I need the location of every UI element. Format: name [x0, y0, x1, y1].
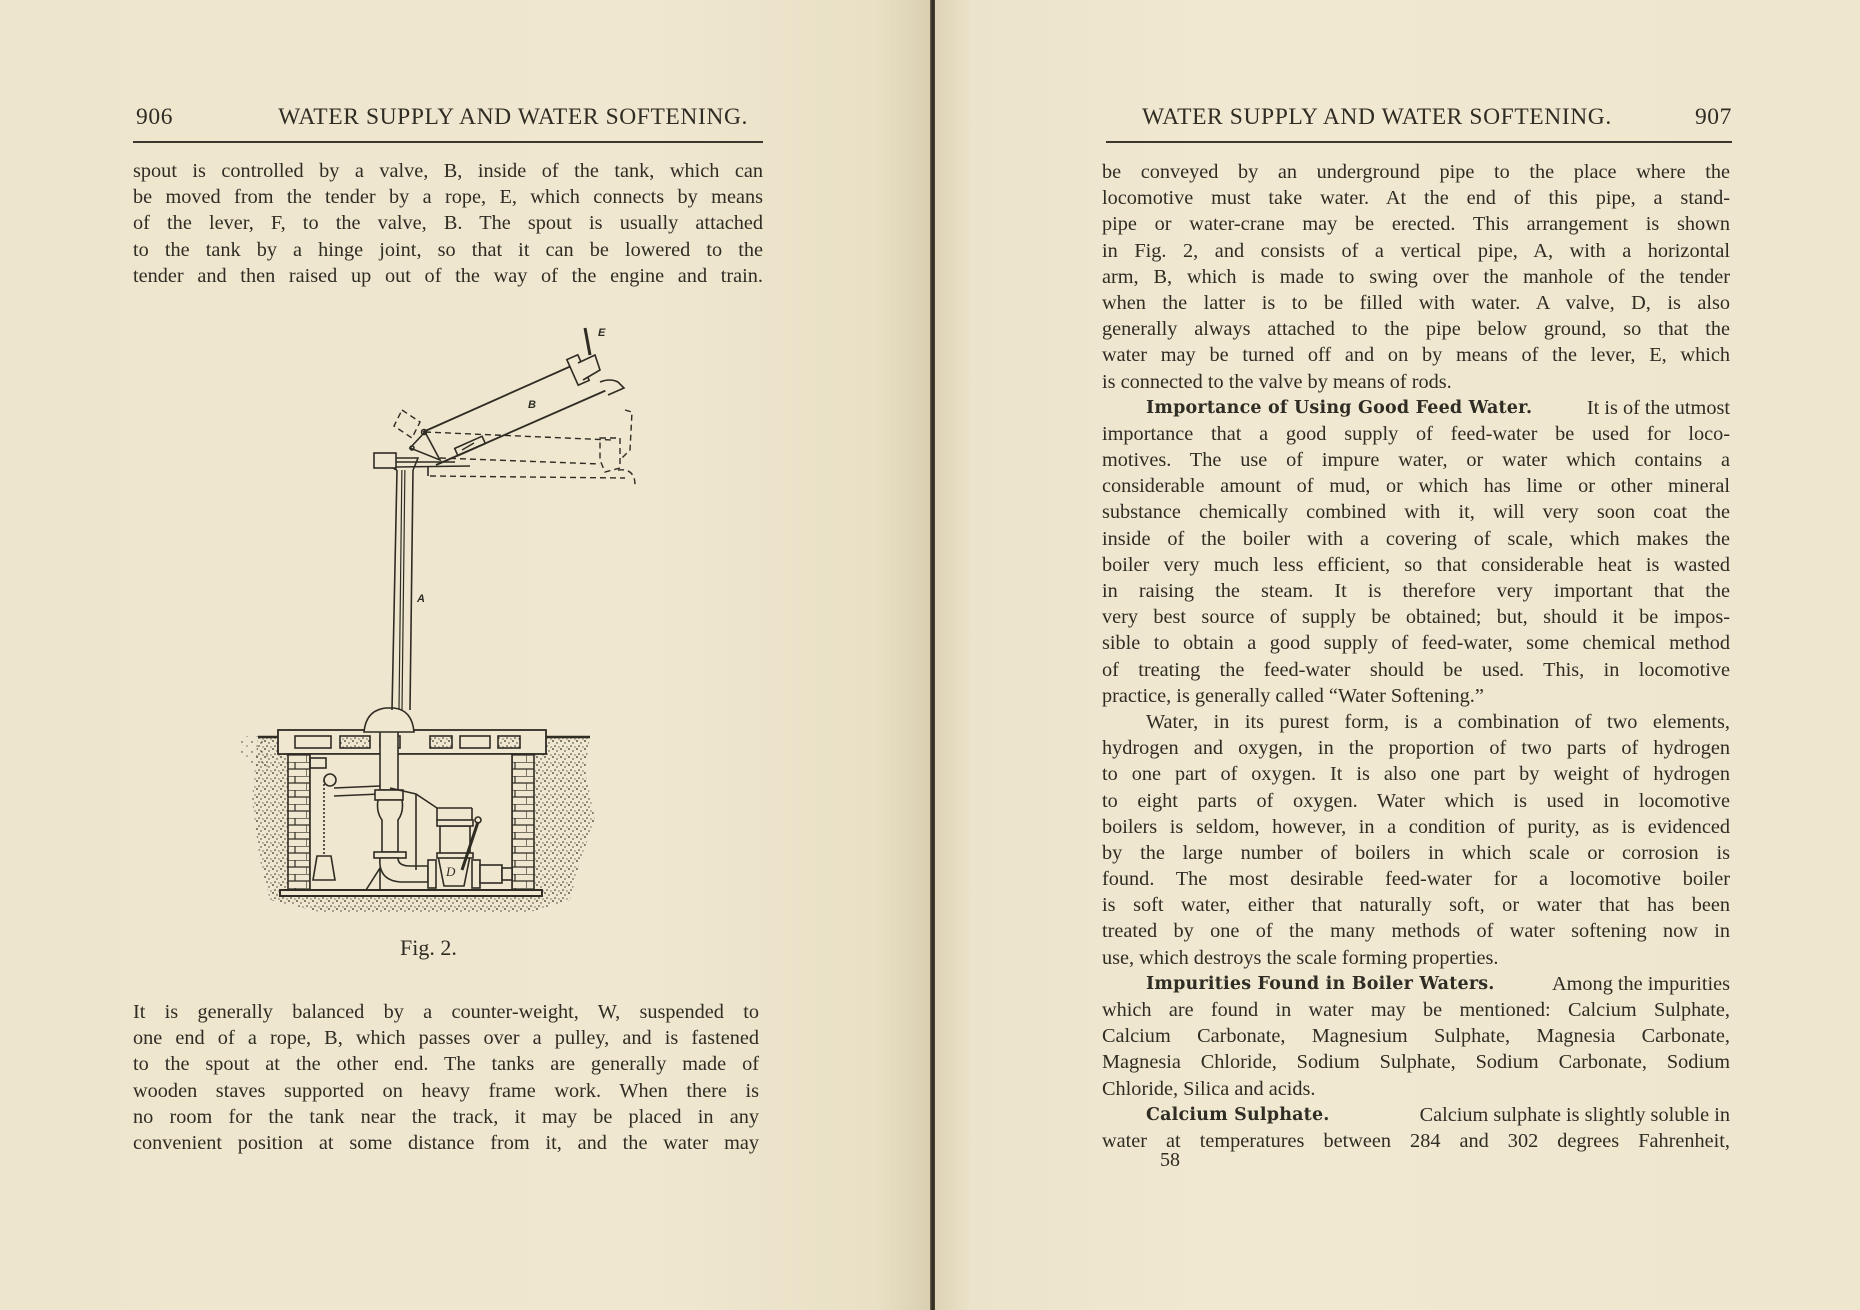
text-line: pipe or water-crane may be erected. This arrangement is shown: [1102, 213, 1730, 236]
text-line: when the latter is to be filled with water. A valve, D, is also: [1102, 291, 1730, 314]
text-line: in raising the steam. It is therefore very important that the: [1102, 580, 1730, 602]
text-line: to one part of oxygen. It is also one part by weight of hydrogen: [1102, 763, 1730, 786]
text-line: spout is controlled by a valve, B, inside of the tank, which can: [133, 160, 763, 182]
text-line: hydrogen and oxygen, in the proportion of two parts of hydrogen: [1102, 737, 1730, 760]
section-heading: Importance of Using Good Feed Water.: [1146, 397, 1533, 418]
text-line: use, which destroys the scale forming properties.: [1102, 946, 1499, 969]
text-line: inside of the boiler with a covering of scale, which makes the: [1102, 527, 1730, 550]
text-line: boilers is seldom, however, in a condition of purity, as is evidenced: [1102, 815, 1730, 838]
text-line: to eight parts of oxygen. Water which is used in locomotive: [1102, 789, 1730, 812]
right-head-rule: [1106, 141, 1732, 143]
water-crane-figure: [240, 300, 640, 920]
left-running-head: [136, 104, 762, 134]
section-heading-line: [1102, 971, 1730, 997]
right-running-head: [1106, 104, 1732, 134]
section-heading: Calcium Sulphate.: [1146, 1104, 1330, 1125]
label-e: E: [598, 327, 606, 339]
text-line: water at temperatures between 284 and 302 degrees Fahrenheit,: [1102, 1129, 1730, 1152]
text-line: locomotive must take water. At the end of this pipe, a stand-: [1102, 187, 1730, 210]
right-running-title: WATER SUPPLY AND WATER SOFTENING.: [1142, 104, 1612, 130]
text-line: sible to obtain a good supply of feed-water, some chemical method: [1102, 632, 1730, 655]
text-line: Magnesia Chloride, Sodium Sulphate, Sodium Carbonate, Sodium: [1102, 1051, 1730, 1074]
left-page-number: 906: [136, 104, 174, 130]
text-line: Chloride, Silica and acids.: [1102, 1077, 1316, 1100]
text-line: treated by one of the many methods of water softening now in: [1102, 920, 1730, 943]
text-line: by the large number of boilers in which scale or corrosion is: [1102, 841, 1730, 864]
section-heading-line: [1102, 1102, 1730, 1128]
signature-mark: 58: [1160, 1149, 1180, 1171]
text-line: no room for the tank near the track, it may be placed in any: [133, 1105, 759, 1128]
text-line: It is generally balanced by a counter-weight, W, suspended to: [133, 1001, 759, 1023]
left-paragraph-bottom: [133, 999, 759, 1156]
right-body-text: [1102, 159, 1730, 1154]
right-page-number: 907: [1694, 104, 1732, 130]
left-head-rule: [133, 141, 763, 143]
text-line: motives. The use of impure water, or water which contains a: [1102, 449, 1730, 472]
section-heading: Impurities Found in Boiler Waters.: [1146, 973, 1495, 994]
text-line: is connected to the valve by means of rods.: [1102, 370, 1452, 393]
text-line: Calcium Carbonate, Magnesium Sulphate, Magnesia Carbonate,: [1102, 1025, 1730, 1048]
label-b: B: [528, 399, 536, 411]
section-heading-line: [1102, 395, 1730, 421]
text-line: wooden staves supported on heavy frame work. When there is: [133, 1079, 759, 1102]
text-line: convenient position at some distance from it, and the water may: [133, 1131, 759, 1154]
text-line: considerable amount of mud, or which has lime or other mineral: [1102, 475, 1730, 498]
text-line: in Fig. 2, and consists of a vertical pipe, A, with a horizontal: [1102, 239, 1730, 262]
label-d: D: [446, 864, 456, 879]
text-line: of treating the feed-water should be used. This, in locomotive: [1102, 658, 1730, 681]
text-line: boiler very much less efficient, so that considerable heat is wasted: [1102, 553, 1730, 576]
figure-caption: Fig. 2.: [400, 935, 457, 960]
text-run: It is of the utmost: [1576, 396, 1730, 419]
text-line: tender and then raised up out of the way of the engine and train.: [133, 264, 763, 287]
text-run: Among the impurities: [1542, 972, 1730, 995]
text-line: water may be turned off and on by means of the lever, E, which: [1102, 344, 1730, 367]
text-line: generally always attached to the pipe below ground, so that the: [1102, 318, 1730, 341]
text-line: to the tank by a hinge joint, so that it can be lowered to the: [133, 238, 763, 261]
left-running-title: WATER SUPPLY AND WATER SOFTENING.: [278, 104, 748, 130]
text-line: to the spout at the other end. The tanks are generally made of: [133, 1053, 759, 1076]
text-line: of the lever, F, to the valve, B. The spout is usually attached: [133, 212, 763, 235]
text-line: very best source of supply be obtained; but, should it be impos-: [1102, 606, 1730, 629]
text-line: Water, in its purest form, is a combination of two elements,: [1146, 710, 1730, 733]
text-line: be moved from the tender by a rope, E, which connects by means: [133, 186, 763, 209]
text-run: Calcium sulphate is slightly soluble in: [1409, 1103, 1730, 1126]
text-line: be conveyed by an underground pipe to the place where the: [1102, 161, 1730, 183]
text-line: importance that a good supply of feed-water be used for loco-: [1102, 422, 1730, 445]
text-line: is soft water, either that naturally soft, or water that has been: [1102, 894, 1730, 917]
left-paragraph-top: [133, 158, 763, 289]
text-line: found. The most desirable feed-water for a locomotive boiler: [1102, 868, 1730, 891]
text-line: one end of a rope, B, which passes over a pulley, and is fastened: [133, 1027, 759, 1050]
label-a: A: [417, 593, 425, 605]
book-gutter: [930, 0, 935, 1310]
text-line: which are found in water may be mentioned: Calcium Sulphate,: [1102, 999, 1730, 1021]
text-line: arm, B, which is made to swing over the manhole of the tender: [1102, 265, 1730, 288]
text-line: practice, is generally called “Water Softening.”: [1102, 684, 1484, 707]
text-line: substance chemically combined with it, will very soon coat the: [1102, 501, 1730, 524]
